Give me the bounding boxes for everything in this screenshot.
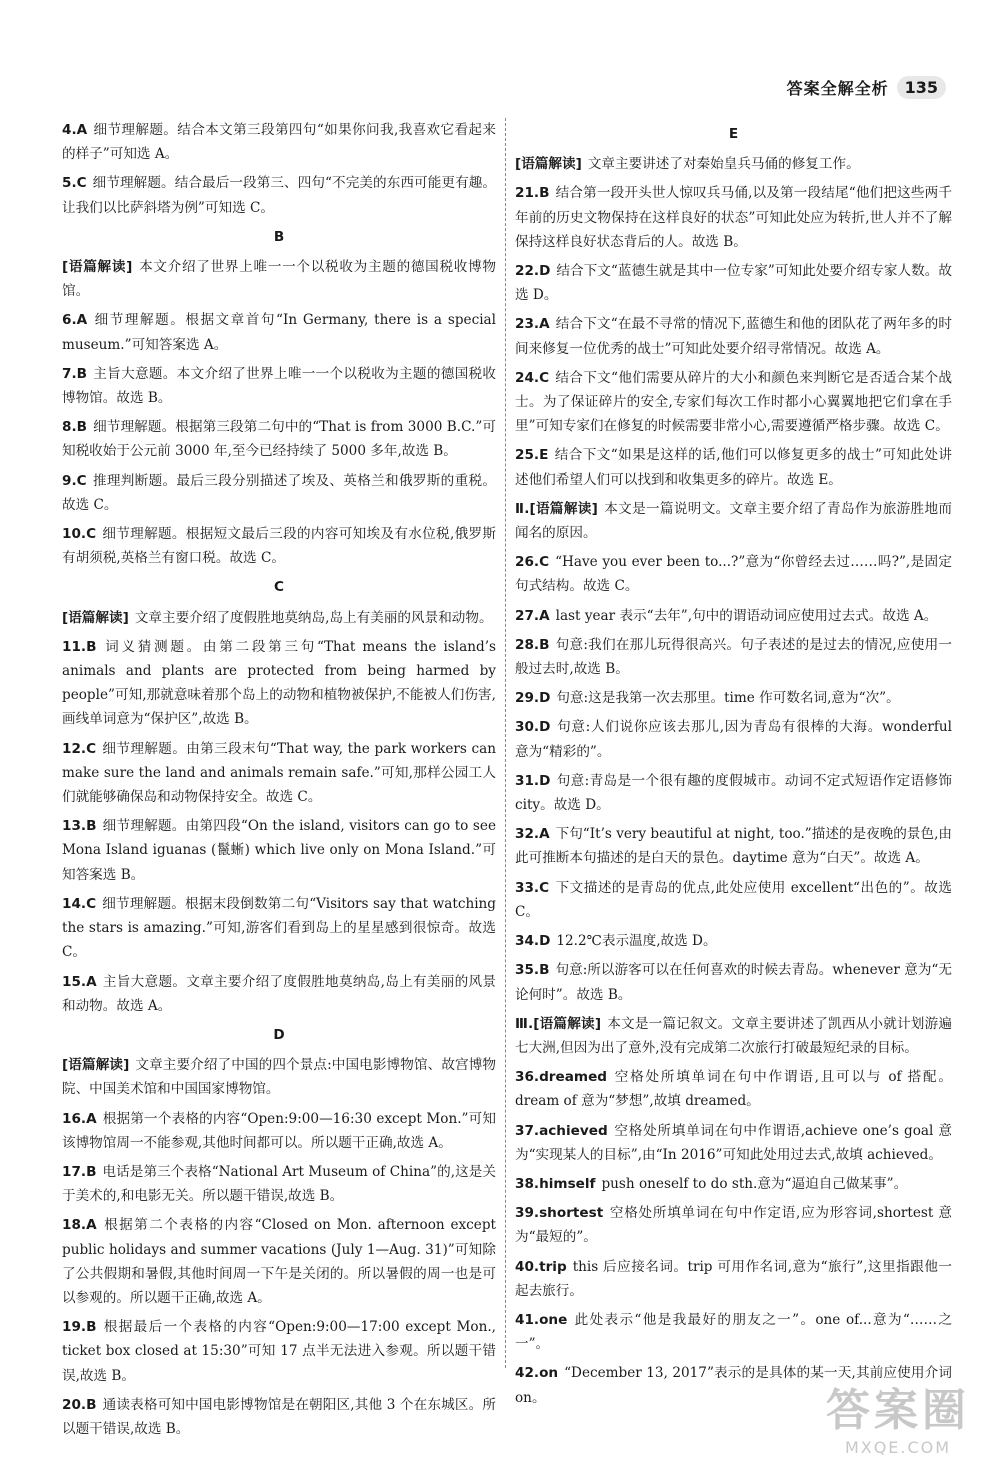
answer-number: 12.C xyxy=(62,740,97,757)
answer-number: 5.C xyxy=(62,175,87,192)
answer-explanation: 句意:我们在那儿玩得很高兴。句子表述的是过去的情况,应使用一般过去时,故选 B。 xyxy=(515,636,952,678)
answer-explanation: 主旨大意题。文章主要介绍了度假胜地莫纳岛,岛上有美丽的风景和动物。故选 A。 xyxy=(62,973,496,1014)
section-heading: C xyxy=(274,579,284,596)
answer-explanation: 细节理解题。由第三段末句“That way, the park workers can make sure the land and animals remain safe.”可知,那样公园工人们就能够确保岛和动物保持安全。故选 C。 xyxy=(62,740,496,806)
answer-item xyxy=(515,366,952,439)
answer-number: 22.D xyxy=(515,263,551,280)
answer-item xyxy=(515,1119,952,1167)
answer-number: 11.B xyxy=(62,638,97,655)
page-header xyxy=(787,76,946,99)
answer-number: 30.D xyxy=(515,719,551,736)
passage-intro xyxy=(515,497,952,545)
intro-label: Ⅱ.[语篇解读] xyxy=(515,500,598,517)
answer-item xyxy=(62,1393,496,1441)
answer-explanation: 空格处所填单词在句中作定语,应为形容词,shortest 意为“最短的”。 xyxy=(515,1205,952,1246)
answer-explanation: 细节理解题。根据文章首句“In Germany, there is a special museum.”可知答案选 A。 xyxy=(62,312,496,353)
answer-explanation: 句意:这是我第一次去那里。time 作可数名词,意为“次”。 xyxy=(556,690,900,707)
answer-number: 9.C xyxy=(62,472,87,489)
answer-item xyxy=(62,1315,496,1388)
intro-label: Ⅲ.[语篇解读] xyxy=(515,1015,602,1032)
answer-item xyxy=(515,181,952,254)
answer-number: 34.D xyxy=(515,933,551,950)
answer-item xyxy=(62,469,496,517)
answer-item xyxy=(62,892,496,965)
answer-number: 8.B xyxy=(62,419,87,436)
answer-item xyxy=(515,822,952,870)
answer-explanation: 此处表示“他是我最好的朋友之一”。one of...意为“……之一”。 xyxy=(515,1311,952,1353)
answer-explanation: 细节理解题。结合本文第三段第四句“如果你问我,我喜欢它看起来的样子”可知选 A。 xyxy=(62,122,496,163)
answer-number: 37.achieved xyxy=(515,1122,608,1139)
answer-explanation: 根据最后一个表格的内容“Open:9:00—17:00 except Mon., ticket box closed at 15:30”可知 17 点半无法进入参观。所以题干错误,故选 B。 xyxy=(62,1319,496,1384)
answer-number: 13.B xyxy=(62,818,97,835)
answer-number: 16.A xyxy=(62,1110,97,1127)
answer-number: 39.shortest xyxy=(515,1205,604,1222)
intro-text: 本文是一篇记叙文。文章主要讲述了凯西从小就计划游遍七大洲,但因为出了意外,没有完成第二次旅行打破最短纪录的目标。 xyxy=(515,1015,952,1056)
watermark-text: 答案圈 xyxy=(826,1385,970,1436)
answer-explanation: “Have you ever been to...?”意为“你曾经去过……吗?”,是固定句式结构。故选 C。 xyxy=(515,554,952,595)
section-heading: E xyxy=(728,126,739,142)
answer-number: 32.A xyxy=(515,826,550,843)
answer-item xyxy=(515,312,952,360)
answer-explanation: 根据第二个表格的内容“Closed on Mon. afternoon except public holidays and summer vacations (July 1—Aug. 31)”可知除了公共假期和暑假,其他时间周一下午是关闭的。所以暑假的周一也是可以参观的。所以题干正确,故选 A。 xyxy=(62,1217,496,1306)
answer-number: 17.B xyxy=(62,1163,97,1180)
answer-item xyxy=(62,308,496,356)
answer-number: 40.trip xyxy=(515,1258,567,1275)
answer-item xyxy=(515,769,952,817)
answer-explanation: push oneself to do sth.意为“逼迫自己做某事”。 xyxy=(601,1175,908,1192)
answer-explanation: this 后应接名词。trip 可用作名词,意为“旅行”,这里指跟他一起去旅行。 xyxy=(515,1258,952,1299)
answer-explanation: 12.2℃表示温度,故选 D。 xyxy=(556,933,717,950)
answer-number: 14.C xyxy=(62,895,97,912)
header-title: 答案全解全析 xyxy=(786,79,889,98)
answer-explanation: 推理判断题。最后三段分别描述了埃及、英格兰和俄罗斯的重税。故选 C。 xyxy=(62,472,496,513)
answer-number: 41.one xyxy=(515,1311,568,1328)
answer-item xyxy=(515,633,952,681)
answer-explanation: 细节理解题。由第四段“On the island, visitors can go to see Mona Island iguanas (鬣蜥) which live only on Mona Island.”可知答案选 B。 xyxy=(62,818,496,883)
passage-intro xyxy=(515,1012,952,1060)
answer-item xyxy=(515,1065,952,1113)
answer-number: 42.on xyxy=(515,1365,559,1382)
answer-item xyxy=(515,443,952,491)
answer-number: 31.D xyxy=(515,772,551,789)
answer-number: 15.A xyxy=(62,973,97,990)
answer-item xyxy=(62,522,496,570)
answer-explanation: 主旨大意题。本文介绍了世界上唯一一个以税收为主题的德国税收博物馆。故选 B。 xyxy=(62,365,496,407)
answer-number: 35.B xyxy=(515,962,550,979)
answer-item xyxy=(515,876,952,924)
answer-number: 27.A xyxy=(515,607,550,624)
answer-explanation: 结合下文“如果是这样的话,他们可以修复更多的战士”可知此处讲述他们希望人们可以找到和收集更多的碎片。故选 E。 xyxy=(515,447,952,488)
passage-intro xyxy=(62,1053,496,1101)
answer-explanation: last year 表示“去年”,句中的谓语动词应使用过去式。故选 A。 xyxy=(555,607,938,624)
answer-explanation: 词义猜测题。由第二段第三句“That means the island’s animals and plants are protected from being harmed by people”可知,那就意味着那个岛上的动物和植物被保护,不能被人们伤害,画线单词意为“保护区”,故选 B。 xyxy=(62,638,496,728)
answer-item xyxy=(62,1213,496,1310)
section-heading: B xyxy=(273,228,285,245)
answer-number: 38.himself xyxy=(515,1175,596,1192)
answer-item xyxy=(62,171,496,219)
answer-item xyxy=(515,686,952,710)
intro-text: 文章主要讲述了对秦始皇兵马俑的修复工作。 xyxy=(587,156,860,173)
answer-number: 6.A xyxy=(62,312,88,329)
answer-number: 7.B xyxy=(62,365,87,382)
answer-item xyxy=(515,550,952,598)
intro-label: [语篇解读] xyxy=(62,259,133,276)
answer-explanation: 结合下文“他们需要从碎片的大小和颜色来判断它是否适合某个战士。为了保证碎片的安全,专家们每次工作时都小心翼翼地把它们拿在手里”可知专家们在修复的时候需要非常小心,需要遵循严格步骤。故选 C。 xyxy=(515,369,952,435)
answer-explanation: 句意:青岛是一个很有趣的度假城市。动词不定式短语作定语修饰 city。故选 D。 xyxy=(515,772,952,814)
answer-number: 25.E xyxy=(515,447,549,464)
answer-explanation: 下文描述的是青岛的优点,此处应使用 excellent“出色的”。故选 C。 xyxy=(515,879,952,920)
section-heading: D xyxy=(273,1026,285,1043)
answer-explanation: 结合下文“在最不寻常的情况下,蓝德生和他的团队花了两年多的时间来修复一位优秀的战士”可知此处要介绍寻常情况。故选 A。 xyxy=(515,316,952,357)
answer-number: 18.A xyxy=(62,1217,97,1234)
intro-text: 本文介绍了世界上唯一一个以税收为主题的德国税收博物馆。 xyxy=(62,259,496,300)
answer-item xyxy=(62,362,496,410)
answer-explanation: 根据第一个表格的内容“Open:9:00—16:30 except Mon.”可知该博物馆周一不能参观,其他时间都可以。所以题干正确,故选 A。 xyxy=(62,1110,496,1151)
answer-explanation: 空格处所填单词在句中作谓语,且可以与 of 搭配。dream of 意为“梦想”,故填 dreamed。 xyxy=(515,1069,952,1110)
answer-item xyxy=(62,814,496,887)
answer-number: 28.B xyxy=(515,636,550,653)
intro-label: [语篇解读] xyxy=(62,609,129,626)
answer-number: 23.A xyxy=(515,316,550,333)
answer-number: 19.B xyxy=(62,1319,97,1336)
answer-explanation: 细节理解题。结合最后一段第三、四句“不完美的东西可能更有趣。让我们以比萨斜塔为例”可知选 C。 xyxy=(62,175,496,216)
column-divider xyxy=(505,118,506,1368)
answer-item xyxy=(515,929,952,953)
answer-item xyxy=(515,1255,952,1303)
answer-number: 20.B xyxy=(62,1396,97,1413)
answer-number: 24.C xyxy=(515,369,550,386)
answer-number: 36.dreamed xyxy=(515,1069,608,1086)
watermark-url: MXQE.COM xyxy=(844,1438,952,1457)
answer-explanation: 结合第一段开头世人惊叹兵马俑,以及第一段结尾“他们把这些两千年前的历史文物保持在这样良好的状态”可知此处应为转折,世人并不了解保持这样良好状态背后的人。故选 B。 xyxy=(515,185,952,250)
passage-intro xyxy=(515,152,952,176)
answer-number: 33.C xyxy=(515,879,550,896)
passage-intro xyxy=(62,606,496,630)
answer-item xyxy=(62,415,496,463)
answer-explanation: 通读表格可知中国电影博物馆是在朝阳区,其他 3 个在东城区。所以题干错误,故选 B。 xyxy=(62,1396,496,1437)
answer-item xyxy=(515,958,952,1006)
left-column xyxy=(62,118,496,1446)
answer-explanation: “December 13, 2017”表示的是具体的某一天,其前应使用介词 on。 xyxy=(515,1365,952,1406)
answer-item xyxy=(62,970,496,1018)
answer-explanation: 细节理解题。根据第三段第二句中的“That is from 3000 B.C.”可知税收始于公元前 3000 年,至今已经持续了 5000 多年,故选 B。 xyxy=(62,419,496,460)
page-number: 135 xyxy=(897,76,946,99)
answer-explanation: 细节理解题。根据末段倒数第二句“Visitors say that watching the stars is amazing.”可知,游客们看到岛上的星星感到很惊奇。故选 C。 xyxy=(62,895,496,961)
answer-number: 26.C xyxy=(515,554,550,571)
answer-item xyxy=(62,1160,496,1208)
answer-explanation: 结合下文“蓝德生就是其中一位专家”可知此处要介绍专家人数。故选 D。 xyxy=(515,263,952,304)
answer-item xyxy=(515,604,952,628)
right-column xyxy=(515,118,952,1415)
answer-item xyxy=(515,715,952,763)
watermark-logo xyxy=(826,1374,970,1457)
answer-item xyxy=(62,118,496,166)
answer-item xyxy=(515,1172,952,1196)
answer-item xyxy=(515,1201,952,1249)
answer-item xyxy=(62,635,496,732)
answer-item xyxy=(62,737,496,810)
answer-number: 10.C xyxy=(62,526,97,543)
answer-explanation: 句意:所以游客可以在任何喜欢的时候去青岛。whenever 意为“无论何时”。故选 B。 xyxy=(515,962,952,1003)
intro-label: [语篇解读] xyxy=(62,1057,130,1074)
intro-text: 本文是一篇说明文。文章主要介绍了青岛作为旅游胜地而闻名的原因。 xyxy=(515,500,953,542)
intro-text: 文章主要介绍了度假胜地莫纳岛,岛上有美丽的风景和动物。 xyxy=(134,609,493,626)
answer-explanation: 空格处所填单词在句中作谓语,achieve one’s goal 意为“实现某人的目标”,由“In 2016”可知此处用过去式,故填 achieved。 xyxy=(515,1122,952,1163)
answer-item xyxy=(62,1107,496,1155)
answer-explanation: 电话是第三个表格“National Art Museum of China”的,这是关于美术的,和电影无关。所以题干错误,故选 B。 xyxy=(62,1163,496,1205)
answer-explanation: 细节理解题。根据短文最后三段的内容可知埃及有水位税,俄罗斯有胡须税,英格兰有窗口税。故选 C。 xyxy=(62,526,496,567)
answer-explanation: 下句“It’s very beautiful at night, too.”描述的是夜晚的景色,由此可推断本句描述的是白天的景色。daytime 意为“白天”。故选 A。 xyxy=(515,826,952,867)
answer-number: 21.B xyxy=(515,185,550,202)
answer-number: 4.A xyxy=(62,122,88,138)
answer-explanation: 句意:人们说你应该去那儿,因为青岛有很棒的大海。wonderful 意为“精彩的”。 xyxy=(515,719,952,760)
passage-intro xyxy=(62,255,496,303)
intro-label: [语篇解读] xyxy=(515,156,582,173)
intro-text: 文章主要介绍了中国的四个景点:中国电影博物馆、故宫博物院、中国美术馆和中国国家博物馆。 xyxy=(62,1057,496,1098)
answer-item xyxy=(515,1308,952,1356)
answer-number: 29.D xyxy=(515,690,551,707)
answer-item xyxy=(515,259,952,307)
